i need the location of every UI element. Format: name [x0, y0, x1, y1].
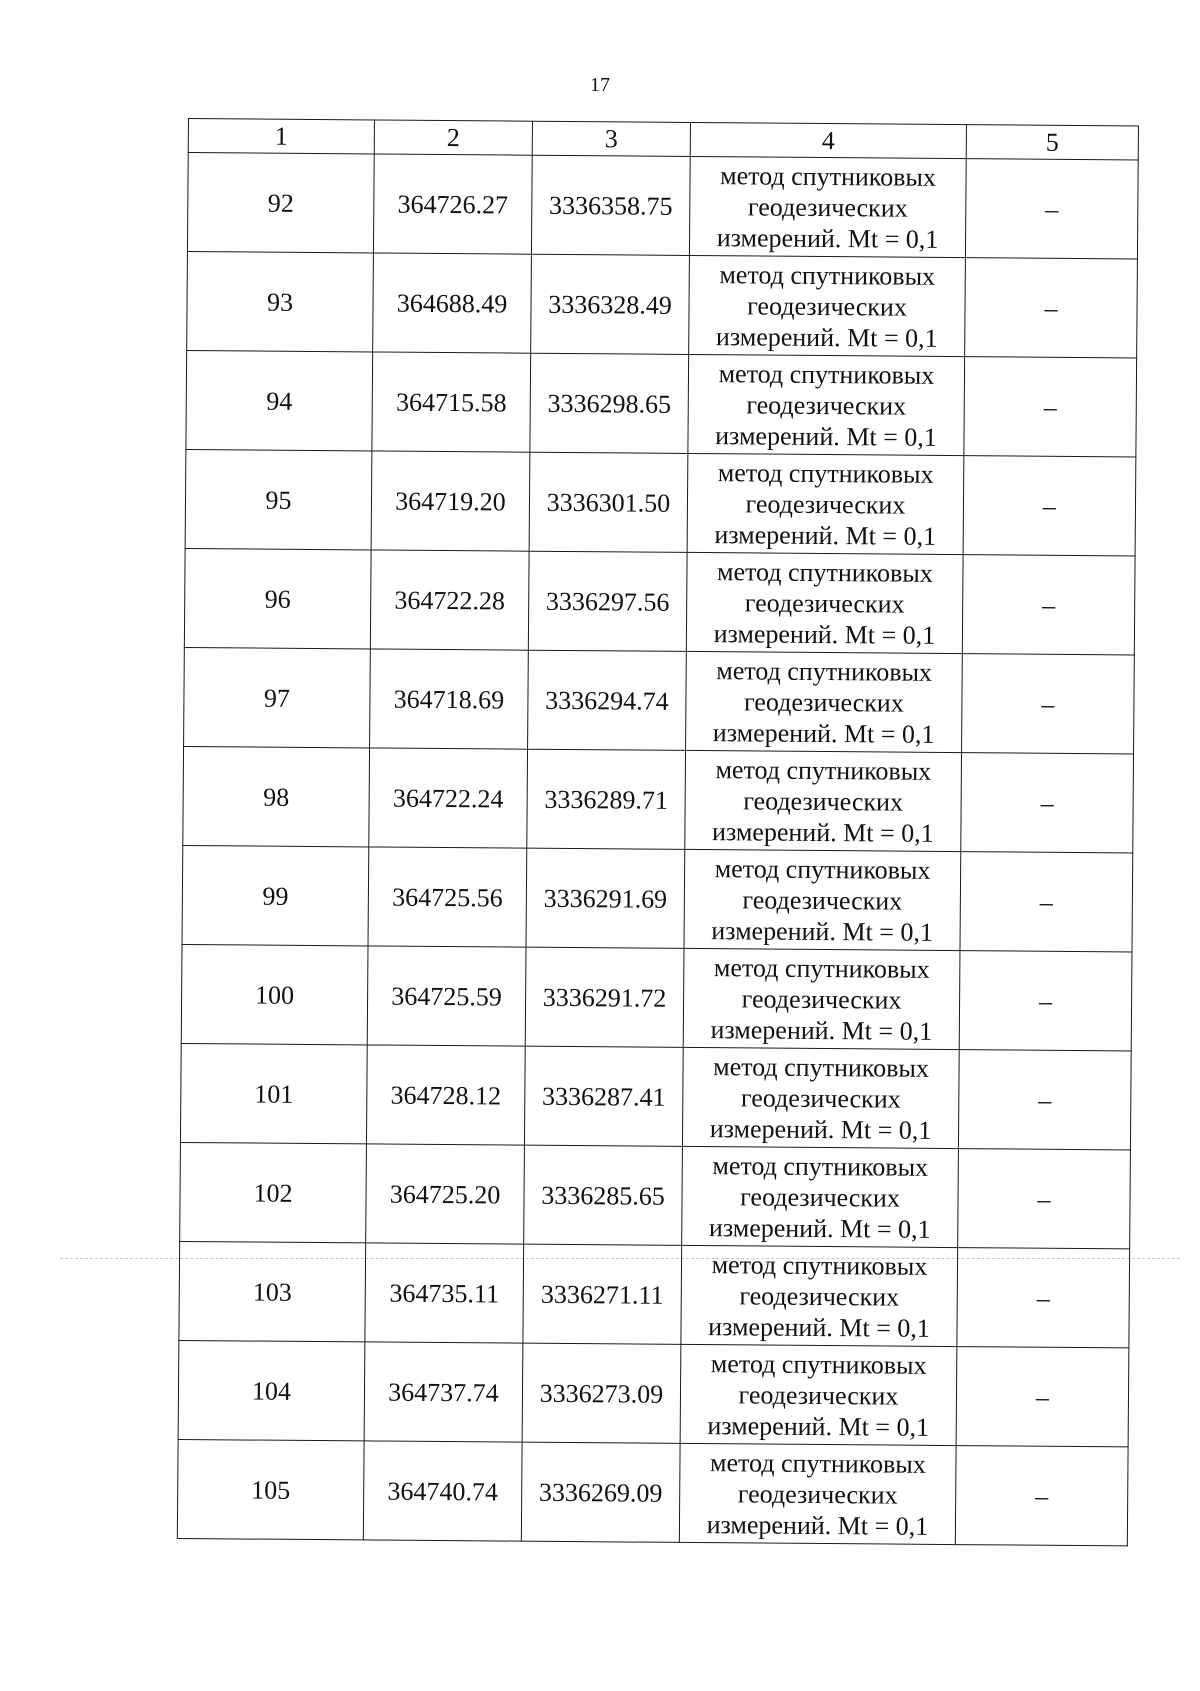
column-5-cell: – — [964, 357, 1137, 457]
method-text-line: метод спутниковых — [712, 1150, 929, 1182]
method-text-line: геодезических — [744, 587, 905, 619]
method-text-line: геодезических — [747, 290, 908, 322]
y-coordinate-cell: 3336328.49 — [531, 254, 690, 354]
page-number: 17 — [590, 74, 610, 96]
method-text-line: метод спутниковых — [715, 754, 932, 786]
y-coordinate-cell: 3336358.75 — [531, 155, 690, 255]
method-text-line: метод спутниковых — [713, 1051, 930, 1083]
header-cell-2: 2 — [374, 120, 532, 155]
method-text-line: измерений. Mt = 0,1 — [712, 717, 935, 749]
method-text-line: геодезических — [745, 488, 906, 520]
method-text-line: метод спутниковых — [719, 259, 936, 291]
method-text-line: геодезических — [741, 983, 902, 1015]
method-text-line: метод спутниковых — [709, 1447, 926, 1479]
y-coordinate-cell: 3336298.65 — [530, 353, 689, 453]
method-text-line: геодезических — [742, 884, 903, 916]
x-coordinate-cell: 364737.74 — [364, 1342, 523, 1442]
method-cell — [689, 255, 966, 356]
x-coordinate-cell: 364725.59 — [367, 946, 526, 1046]
table-row — [180, 1043, 1131, 1149]
method-text-line: измерений. Mt = 0,1 — [711, 816, 934, 848]
method-cell — [688, 354, 965, 455]
method-text-line: измерений. Mt = 0,1 — [706, 1509, 929, 1541]
method-text-line: измерений. Mt = 0,1 — [715, 420, 937, 452]
method-text-line: метод спутниковых — [717, 457, 934, 489]
column-5-cell: – — [958, 1050, 1131, 1150]
method-text-line: измерений. Mt = 0,1 — [708, 1311, 930, 1343]
y-coordinate-cell: 3336301.50 — [529, 452, 688, 552]
method-text-line: геодезических — [737, 1478, 898, 1510]
table-row — [182, 845, 1133, 951]
point-number-cell: 105 — [177, 1439, 364, 1539]
method-cell — [686, 552, 963, 653]
column-5-cell: – — [958, 1149, 1131, 1249]
column-5-cell: – — [955, 1446, 1128, 1546]
method-text-line: геодезических — [743, 686, 904, 718]
table-row — [187, 251, 1138, 357]
method-text-line: метод спутниковых — [710, 1348, 927, 1380]
point-number-cell: 92 — [187, 153, 374, 253]
method-text-line: измерений. Mt = 0,1 — [713, 618, 936, 650]
method-text-line: метод спутниковых — [716, 556, 933, 588]
method-cell — [680, 1344, 957, 1445]
point-number-cell: 95 — [185, 449, 372, 549]
x-coordinate-cell: 364688.49 — [373, 253, 532, 353]
method-cell — [684, 849, 961, 950]
column-5-cell: – — [962, 654, 1135, 754]
header-cell-4: 4 — [690, 122, 966, 158]
method-text-line: геодезических — [738, 1379, 899, 1411]
method-text-line: измерений. Mt = 0,1 — [714, 519, 937, 551]
x-coordinate-cell: 364726.27 — [373, 154, 532, 254]
method-cell — [682, 1047, 959, 1148]
method-text-line: измерений. Mt = 0,1 — [707, 1410, 930, 1442]
method-text-line: метод спутниковых — [713, 952, 930, 984]
method-cell — [689, 156, 966, 257]
y-coordinate-cell: 3336291.69 — [526, 848, 685, 948]
point-number-cell: 93 — [187, 251, 374, 351]
header-cell-1: 1 — [188, 119, 374, 154]
point-number-cell: 101 — [180, 1043, 367, 1143]
point-number-cell: 100 — [181, 944, 368, 1044]
table-row — [181, 944, 1132, 1050]
point-number-cell: 96 — [184, 548, 371, 648]
column-5-cell: – — [956, 1347, 1129, 1447]
table-row — [178, 1340, 1129, 1446]
method-cell — [683, 948, 960, 1049]
method-text-line: измерений. Mt = 0,1 — [715, 321, 938, 353]
point-number-cell: 103 — [179, 1241, 366, 1341]
point-number-cell: 102 — [180, 1142, 367, 1242]
point-number-cell: 104 — [178, 1340, 365, 1440]
table-body — [177, 153, 1138, 1546]
method-text-line: измерений. Mt = 0,1 — [708, 1212, 931, 1244]
x-coordinate-cell: 364719.20 — [371, 451, 530, 551]
method-text-line: метод спутниковых — [714, 853, 931, 885]
table-row — [185, 449, 1136, 555]
method-cell — [682, 1146, 959, 1247]
method-text-line: геодезических — [746, 389, 907, 421]
x-coordinate-cell: 364725.20 — [366, 1144, 525, 1244]
column-5-cell: – — [965, 159, 1138, 259]
table-row — [183, 746, 1134, 852]
method-text-line: геодезических — [747, 191, 908, 223]
method-text-line: метод спутниковых — [718, 358, 935, 390]
method-cell — [685, 750, 962, 851]
column-5-cell: – — [959, 951, 1132, 1051]
point-number-cell: 98 — [183, 746, 370, 846]
method-cell — [681, 1245, 958, 1346]
method-text-line: измерений. Mt = 0,1 — [716, 222, 939, 254]
x-coordinate-cell: 364722.28 — [370, 550, 529, 650]
table-row — [177, 1439, 1128, 1545]
method-text-line: измерений. Mt = 0,1 — [709, 1113, 932, 1145]
y-coordinate-cell: 3336287.41 — [524, 1046, 683, 1146]
method-text-line: измерений. Mt = 0,1 — [710, 1014, 933, 1046]
method-text-line: геодезических — [739, 1280, 900, 1312]
header-cell-3: 3 — [532, 121, 690, 156]
x-coordinate-cell: 364725.56 — [368, 847, 527, 947]
method-text-line: измерений. Mt = 0,1 — [711, 915, 934, 947]
y-coordinate-cell: 3336289.71 — [527, 749, 686, 849]
method-cell — [686, 651, 963, 752]
table-row — [179, 1241, 1130, 1347]
point-number-cell: 97 — [184, 647, 371, 747]
y-coordinate-cell: 3336269.09 — [521, 1442, 680, 1542]
y-coordinate-cell: 3336271.11 — [523, 1244, 682, 1344]
x-coordinate-cell: 364728.12 — [366, 1045, 525, 1145]
y-coordinate-cell: 3336273.09 — [522, 1343, 681, 1443]
x-coordinate-cell: 364715.58 — [372, 352, 531, 452]
y-coordinate-cell: 3336297.56 — [528, 551, 687, 651]
column-5-cell: – — [961, 753, 1134, 853]
x-coordinate-cell: 364722.24 — [369, 748, 528, 848]
table-row — [184, 647, 1135, 753]
x-coordinate-cell: 364735.11 — [365, 1243, 524, 1343]
column-5-cell: – — [963, 456, 1136, 556]
coordinates-table — [177, 118, 1139, 1546]
point-number-cell: 99 — [182, 845, 369, 945]
table-row — [187, 153, 1138, 259]
method-cell — [687, 453, 964, 554]
method-cell — [679, 1443, 956, 1544]
column-5-cell: – — [957, 1248, 1130, 1348]
y-coordinate-cell: 3336294.74 — [528, 650, 687, 750]
method-text-line: геодезических — [743, 785, 904, 817]
column-5-cell: – — [965, 258, 1138, 358]
y-coordinate-cell: 3336291.72 — [525, 947, 684, 1047]
x-coordinate-cell: 364718.69 — [370, 649, 529, 749]
method-text-line: метод спутниковых — [711, 1249, 928, 1281]
method-text-line: геодезических — [740, 1181, 901, 1213]
table-row — [184, 548, 1135, 654]
x-coordinate-cell: 364740.74 — [363, 1441, 522, 1541]
method-text-line: метод спутниковых — [716, 655, 933, 687]
column-5-cell: – — [962, 555, 1135, 655]
method-text-line: метод спутниковых — [720, 160, 937, 192]
table-row — [180, 1142, 1131, 1248]
point-number-cell: 94 — [186, 350, 373, 450]
column-5-cell: – — [960, 852, 1133, 952]
table-row — [186, 350, 1137, 456]
header-cell-5: 5 — [966, 125, 1138, 160]
y-coordinate-cell: 3336285.65 — [524, 1145, 683, 1245]
method-text-line: геодезических — [740, 1082, 901, 1114]
